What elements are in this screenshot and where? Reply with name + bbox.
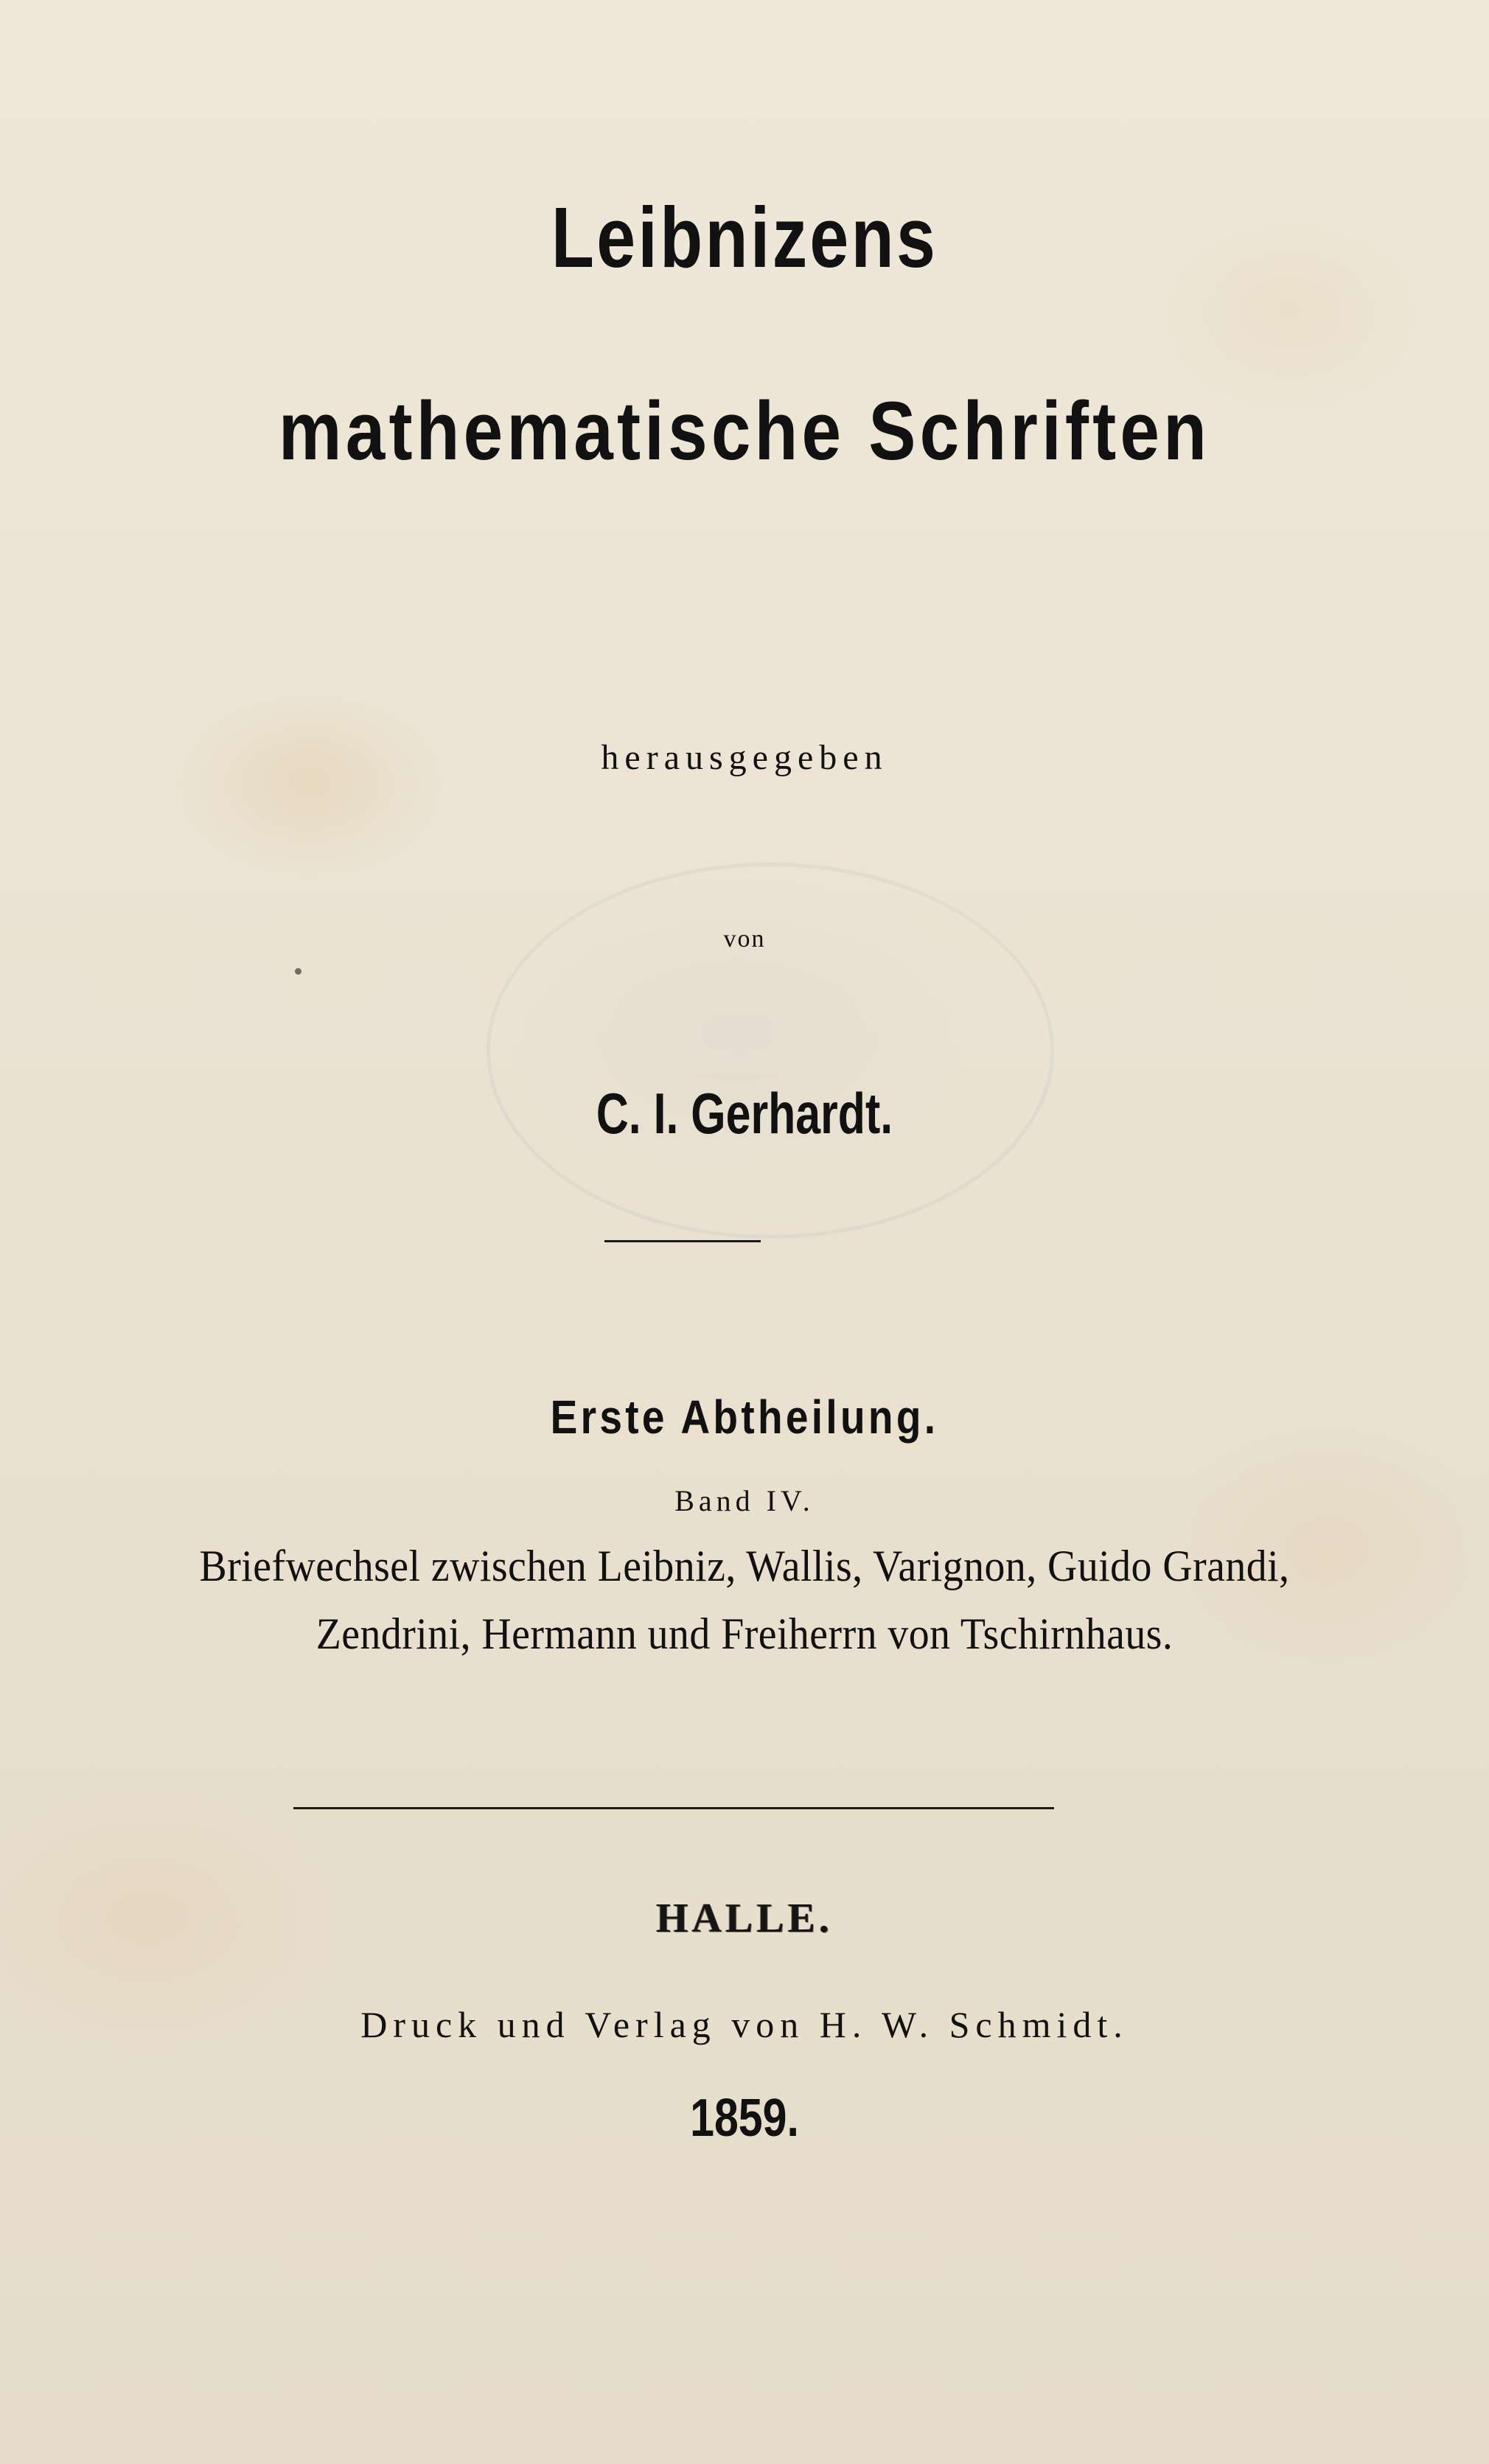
by-phrase: von [723,925,766,953]
division-heading: Erste Abtheilung. [550,1391,939,1444]
contents-line-2: Zendrini, Hermann und Freiherrn von Tschirnhaus. [315,1609,1174,1658]
divider-long [293,1807,1054,1809]
ink-speck [295,968,301,975]
divider-short [604,1240,761,1242]
contents-line-1: Briefwechsel zwischen Leibniz, Wallis, Varignon, Guido Grandi, [199,1542,1290,1590]
edited-phrase: herausgegeben [601,738,888,777]
imprint-publisher: Druck und Verlag von H. W. Schmidt. [360,2004,1129,2045]
imprint-year: 1859. [690,2089,799,2148]
imprint-city: HALLE. [655,1896,834,1941]
title-line-1: Leibnizens [551,189,938,285]
ink-bleed-stamp [487,863,1054,1239]
title-line-2: mathematische Schriften [278,385,1211,477]
editor-name: C. I. Gerhardt. [596,1081,893,1146]
volume-label: Band IV. [674,1484,815,1517]
